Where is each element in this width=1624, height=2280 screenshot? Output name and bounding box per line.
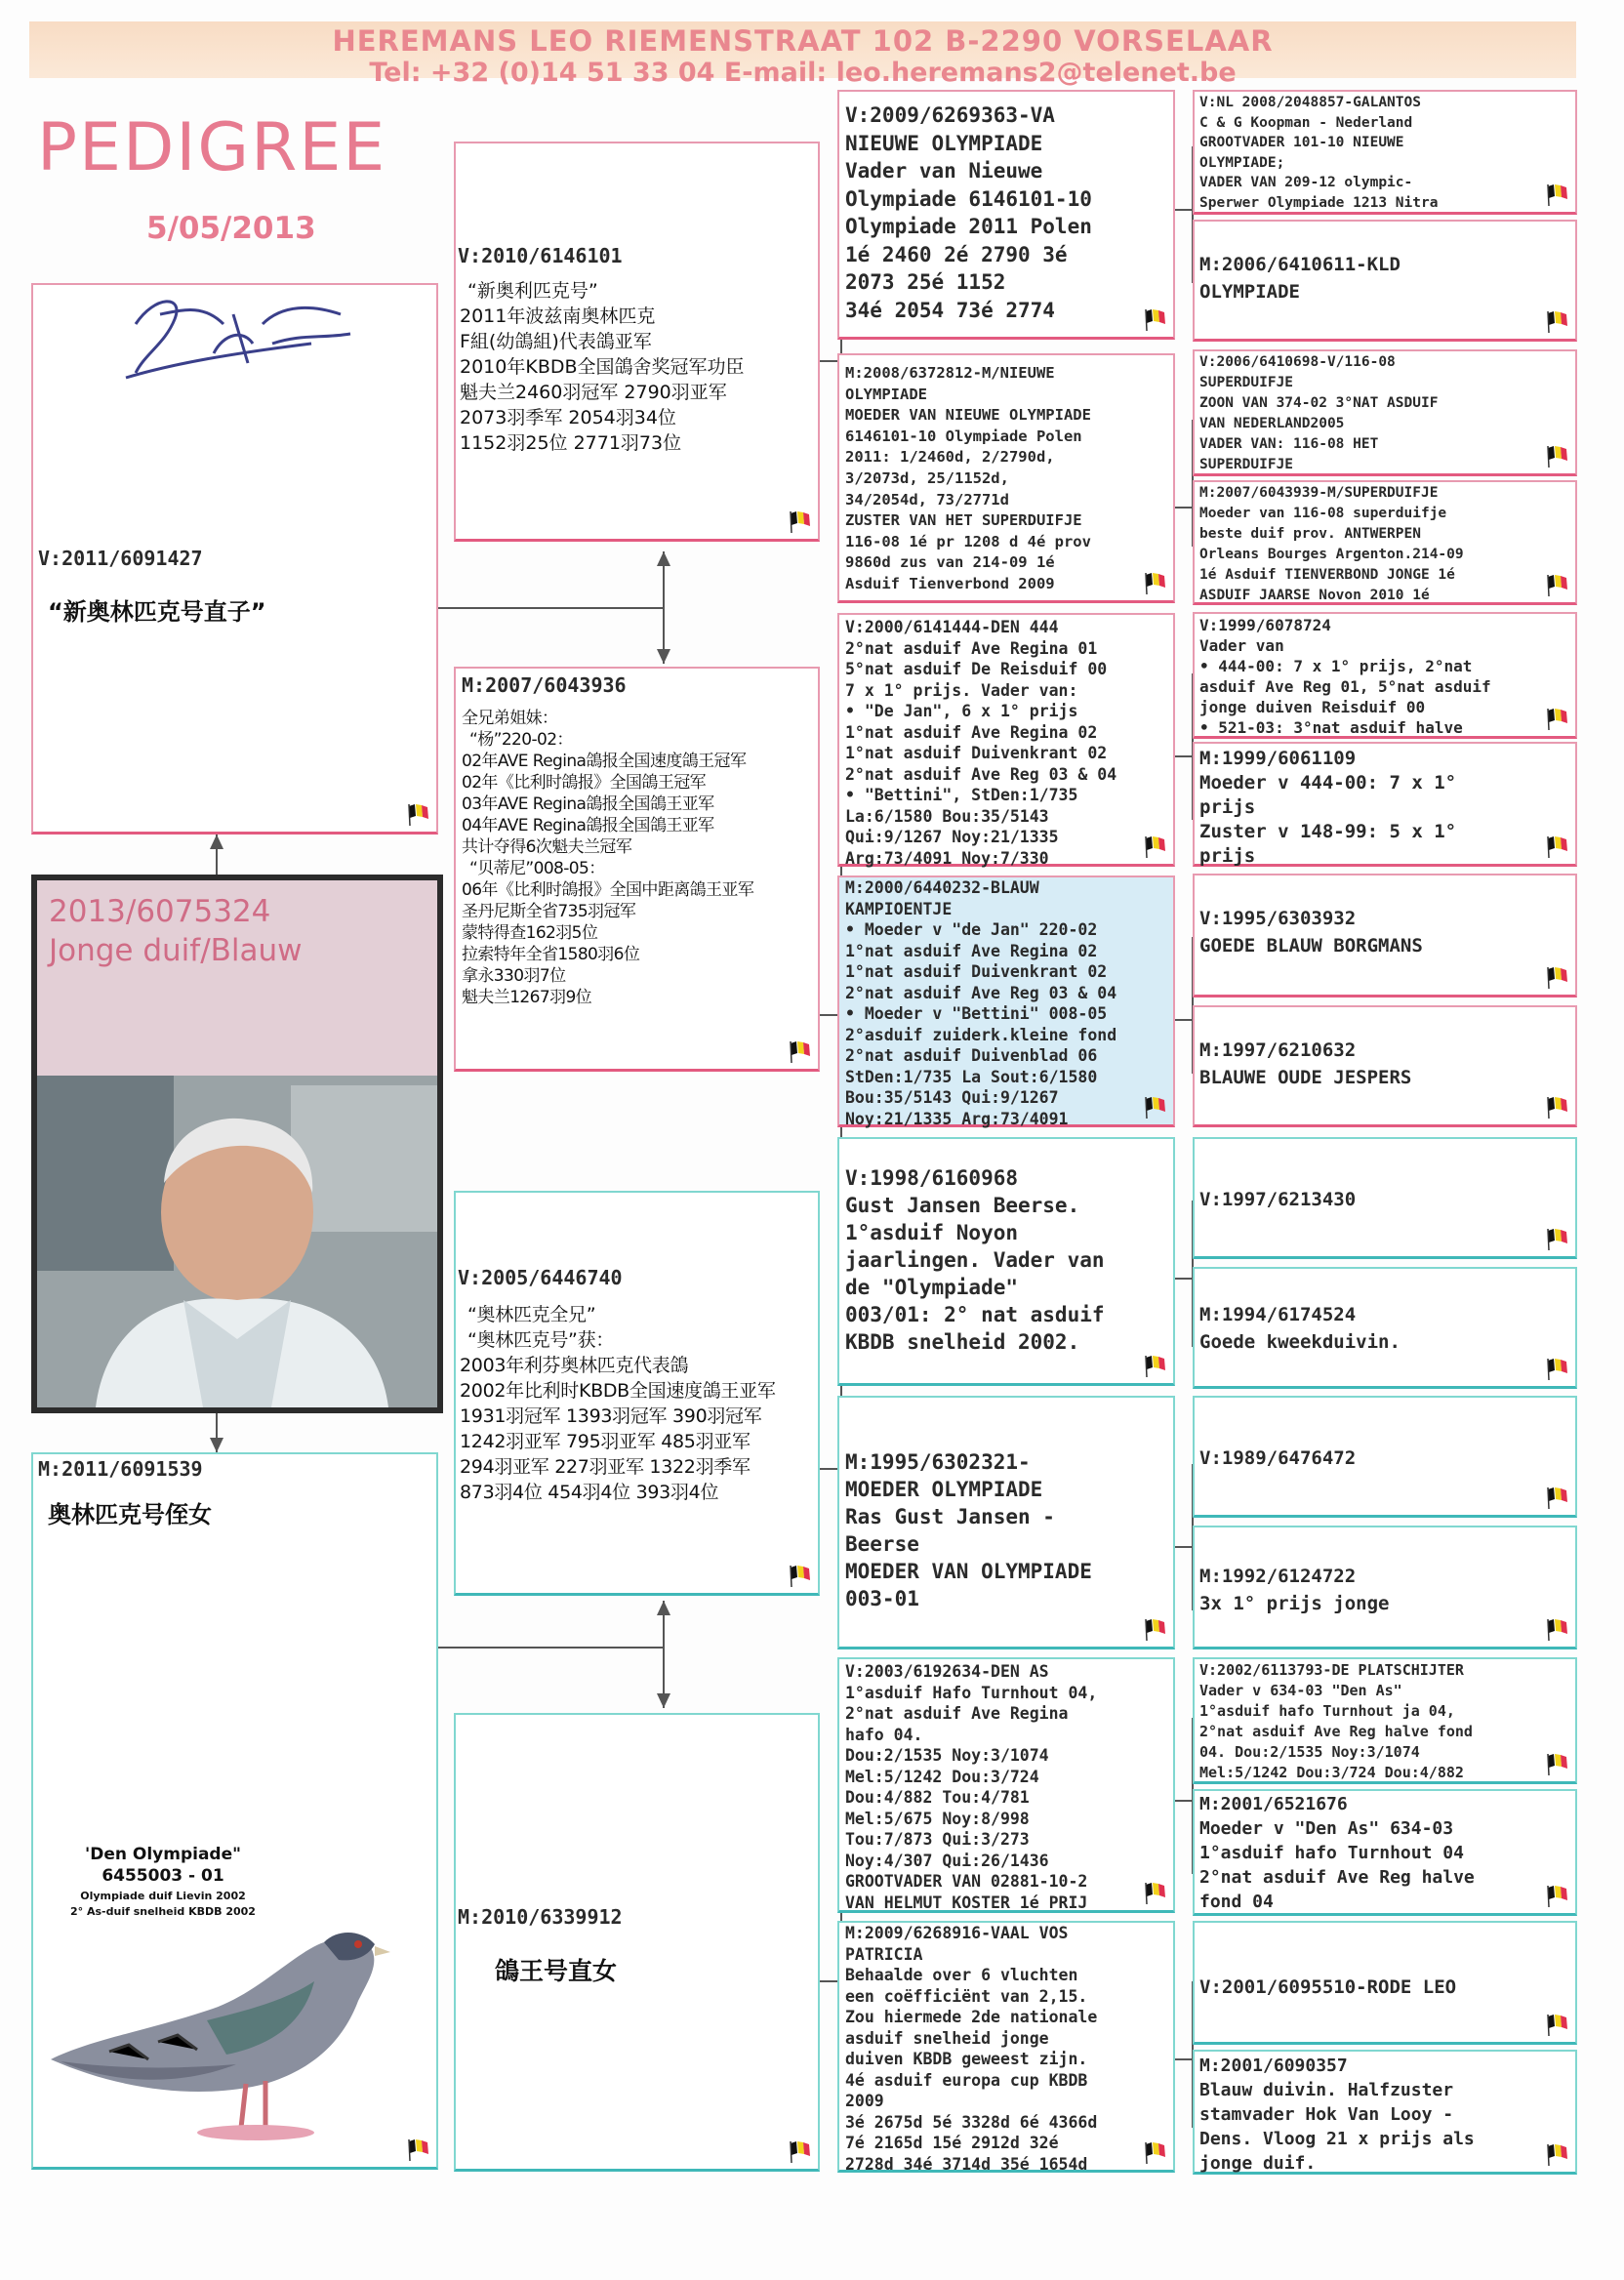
gen2-box-3 <box>454 1191 820 1596</box>
flag-icon <box>1546 1752 1569 1777</box>
flag-icon <box>1144 307 1167 333</box>
photo-ring-number: 2013/6075324 <box>49 894 271 929</box>
gen2-2-notes: 全兄弟姐妹： “杨”220-02： 02年AVE Regina鴿报全国速度鴿王冠军 02年《比利时鴿报》全国鴿王冠军 03年AVE Regina鴿报全国鴿王亚军 04年AVE Regina鴿报全国鴿王亚军 共计夺得6次魁夫兰冠军 “贝蒂尼”008-05： 06年《比利时鴿报》全国中距离鴿王亚军 圣丹尼斯全省735羽冠军 蒙特得查162羽5位 拉索特年全省1580羽6位 拿永330羽7位 魁夫兰1267羽9位 <box>462 709 754 1007</box>
sire-box <box>31 283 438 835</box>
flag-icon <box>1546 573 1569 598</box>
gen3-box-8 <box>837 1921 1175 2173</box>
gen3-6-text: M:1995/6302321- MOEDER OLYMPIADE Ras Gust Jansen - Beerse MOEDER VAN OLYMPIADE 003-01 <box>845 1450 1092 1610</box>
gen4-box-16 <box>1193 2050 1577 2175</box>
gen4-box-2 <box>1193 220 1577 342</box>
gen3-box-4 <box>837 875 1175 1127</box>
gen3-box-1 <box>837 90 1175 340</box>
gen4-box-13 <box>1193 1657 1577 1784</box>
gen3-7-text: V:2003/6192634-DEN AS 1°asduif Hafo Turnhout 04, 2°nat asduif Ave Regina hafo 04. Dou:2/1535 Noy:3/1074 Mel:5/1242 Dou:3/724 Dou:4/882 Tou:4/781 Mel:5/675 Noy:8/998 Tou:7/873 Qui:3/273 Noy:4/307 Qui:26/1436 GROOTVADER VAN 02881-10-2 VAN HELMUT KOSTER 1é PRIJ <box>845 1662 1098 1912</box>
page-title: PEDIGREE <box>37 109 387 186</box>
gen3-box-6 <box>837 1396 1175 1649</box>
gen2-1-ring: V:2010/6146101 <box>458 244 623 267</box>
gen4-9-text: V:1997/6213430 <box>1199 1189 1357 1210</box>
gen3-box-7 <box>837 1657 1175 1913</box>
gen3-box-3 <box>837 613 1175 867</box>
gen3-1-text: V:2009/6269363-VA NIEUWE OLYMPIADE Vader van Nieuwe Olympiade 6146101-10 Olympiade 2011 Polen 1é 2460 2é 2790 3é 2073 25é 1152 34é 2054 73é 2774 <box>845 103 1092 322</box>
gen4-box-14 <box>1193 1789 1577 1916</box>
gen4-11-text: V:1989/6476472 <box>1199 1447 1357 1469</box>
flag-icon <box>789 1039 812 1065</box>
flag-icon <box>1144 1095 1167 1120</box>
gen3-4-text: M:2000/6440232-BLAUW KAMPIOENTJE • Moeder v "de Jan" 220-02 1°nat asduif Ave Regina 02 1°nat asduif Duivenkrant 02 2°nat asduif Ave Reg 03 & 04 • Moeder v "Bettini" 008-05 2°asduif zuiderk.kleine fond 2°nat asduif Duivenblad 06 StDen:1/735 La Sout:6/1580 Bou:35/5143 Qui:9/1267 Noy:21/1335 Arg:73/4091 <box>845 878 1117 1128</box>
gen4-2-text: M:2006/6410611-KLD OLYMPIADE <box>1199 254 1401 303</box>
pigeon-caption-line1: Olympiade duif Lievin 2002 <box>80 1890 246 1902</box>
gen3-5-text: V:1998/6160968 Gust Jansen Beerse. 1°asduif Noyon jaarlingen. Vader van de "Olympiade" 003/01: 2° nat asduif KBDB snelheid 2002. <box>845 1166 1105 1354</box>
gen4-box-15 <box>1193 1921 1577 2045</box>
gen4-box-3 <box>1193 349 1577 476</box>
pigeon-caption-ring: 6455003 - 01 <box>102 1866 224 1886</box>
gen2-3-ring: V:2005/6446740 <box>458 1266 623 1289</box>
gen3-box-5 <box>837 1137 1175 1386</box>
gen3-2-text: M:2008/6372812-M/NIEUWE OLYMPIADE MOEDER VAN NIEUWE OLYMPIADE 6146101-10 Olympiade Polen 2011: 1/2460d, 2/2790d, 3/2073d, 25/1152d, 34/2054d, 73/2771d ZUSTER VAN HET SUPERDUIFJE 116-08 1é pr 1208 d 4é prov 9860d zus van 214-09 1é Asduif Tienverbond 2009 <box>845 364 1091 592</box>
gen4-15-text: V:2001/6095510-RODE LEO <box>1199 1976 1457 1998</box>
flag-icon <box>1546 965 1569 991</box>
header-contact: Tel: +32 (0)14 51 33 04 E-mail: leo.heremans2@telenet.be <box>369 58 1237 88</box>
gen2-1-notes: “新奥利匹克号” 2011年波兹南奥林匹克 F組(幼鴿組)代表鴿亚军 2010年KBDB全国鴿舍奖冠军功臣 魁夫兰2460羽冠军 2790羽亚军 2073羽季军 2054羽34位 1152羽25位 2771羽73位 <box>460 280 745 454</box>
flag-icon <box>1546 1617 1569 1643</box>
sire-ring: V:2011/6091427 <box>38 547 203 570</box>
flag-icon <box>1144 1354 1167 1379</box>
gen4-10-text: M:1994/6174524 Goede kweekduivin. <box>1199 1304 1401 1353</box>
flag-icon <box>789 2139 812 2165</box>
gen4-box-8 <box>1193 1005 1577 1127</box>
photo-description: Jonge duif/Blauw <box>49 933 303 968</box>
gen4-13-text: V:2002/6113793-DE PLATSCHIJTER Vader v 634-03 "Den As" 1°asduif hafo Turnhout ja 04, 2°nat asduif Ave Reg halve fond 04. Dou:2/1535 Noy:3/1074 Mel:5/1242 Dou:3/724 Dou:4/882 <box>1199 1661 1473 1781</box>
flag-icon <box>1546 1486 1569 1511</box>
gen4-box-7 <box>1193 874 1577 998</box>
flag-icon <box>1546 2142 1569 2168</box>
gen2-3-notes: “奥林匹克全兄” “奥林匹克号”获： 2003年利芬奥林匹克代表鴿 2002年比利时KBDB全国速度鴿王亚军 1931羽冠军 1393羽冠军 390羽冠军 1242羽亚军 795羽亚军 485羽亚军 294羽亚军 227羽亚军 1322羽季军 873羽4位 454羽4位 393羽4位 <box>460 1304 776 1503</box>
gen4-box-9 <box>1193 1137 1577 1259</box>
flag-icon <box>1144 1881 1167 1906</box>
gen2-2-ring: M:2007/6043936 <box>462 673 627 697</box>
gen4-12-text: M:1992/6124722 3x 1° prijs jonge <box>1199 1566 1390 1614</box>
pigeon-caption-line2: 2° As-duif snelheid KBDB 2002 <box>70 1905 256 1918</box>
gen4-box-10 <box>1193 1267 1577 1389</box>
flag-icon <box>1546 1884 1569 1909</box>
gen4-box-5 <box>1193 612 1577 739</box>
header-address: HEREMANS LEO RIEMENSTRAAT 102 B-2290 VORSELAAR <box>332 24 1274 58</box>
gen4-3-text: V:2006/6410698-V/116-08 SUPERDUIFJE ZOON VAN 374-02 3°NAT ASDUIF VAN NEDERLAND2005 VADER VAN: 116-08 HET SUPERDUIFJE <box>1199 354 1439 472</box>
gen3-8-text: M:2009/6268916-VAAL VOS PATRICIA Behaalde over 6 vluchten een coëfficiënt van 2,15. Zou hiermede 2de nationale asduif snelheid jonge duiven KBDB geweest zijn. 4é asduif europa cup KBDB 2009 3é 2675d 5é 3328d 6é 4366d 7é 2165d 15é 2912d 32é 2728d 34é 3714d 35é 1654d <box>845 1924 1098 2174</box>
gen4-16-text: M:2001/6090357 Blauw duivin. Halfzuster stamvader Hok Van Looy - Dens. Vloog 21 x prijs als jonge duif. <box>1199 2056 1475 2174</box>
pigeon-caption-name: 'Den Olympiade" <box>85 1845 241 1864</box>
flag-icon <box>1546 1227 1569 1252</box>
flag-icon <box>407 2138 430 2163</box>
flag-icon <box>1144 571 1167 596</box>
flag-icon <box>1546 444 1569 469</box>
flag-icon <box>1546 835 1569 860</box>
flag-icon <box>1144 835 1167 860</box>
gen2-box-2 <box>454 667 820 1072</box>
flag-icon <box>1546 309 1569 335</box>
flag-icon <box>1546 707 1569 732</box>
gen3-box-2 <box>837 353 1175 603</box>
pedigree-date: 5/05/2013 <box>146 211 316 246</box>
gen4-5-text: V:1999/6078724 Vader van • 444-00: 7 x 1° prijs, 2°nat asduif Ave Reg 01, 5°nat asduif jonge duiven Reisduif 00 • 521-03: 3°nat asduif halve <box>1199 616 1491 737</box>
gen2-box-4 <box>454 1713 820 2172</box>
flag-icon <box>407 802 430 828</box>
flag-icon <box>1546 1095 1569 1120</box>
gen4-box-6 <box>1193 742 1577 867</box>
gen4-14-text: M:2001/6521676 Moeder v "Den As" 634-03 1°asduif hafo Turnhout 04 2°nat asduif Ave Reg halve fond 04 <box>1199 1794 1475 1912</box>
gen2-4-notes: 鴿王号直女 <box>495 1957 618 1985</box>
gen4-box-4 <box>1193 480 1577 605</box>
gen4-7-text: V:1995/6303932 GOEDE BLAUW BORGMANS <box>1199 908 1423 957</box>
gen4-8-text: M:1997/6210632 BLAUWE OUDE JESPERS <box>1199 1039 1412 1088</box>
gen4-1-text: V:NL 2008/2048857-GALANTOS C & G Koopman - Nederland GROOTVADER 101-10 NIEUWE OLYMPIADE; VADER VAN 209-12 olympic- Sperwer Olympiade 1213 Nitra <box>1199 95 1439 211</box>
flag-icon <box>789 509 812 535</box>
dam-name: 奥林匹克号侄女 <box>48 1501 212 1528</box>
flag-icon <box>1546 2013 1569 2038</box>
sire-name: “新奥林匹克号直子” <box>48 598 266 626</box>
gen4-box-12 <box>1193 1526 1577 1649</box>
flag-icon <box>1144 1617 1167 1643</box>
flag-icon <box>1546 1357 1569 1382</box>
flag-icon <box>1546 183 1569 208</box>
gen4-4-text: M:2007/6043939-M/SUPERDUIFJE Moeder van 116-08 superduifje beste duif prov. ANTWERPEN Orleans Bourges Argenton.214-09 1é Asduif TIENVERBOND JONGE 1é ASDUIF JAARSE Novon 2010 1é <box>1199 485 1464 603</box>
flag-icon <box>789 1564 812 1589</box>
gen4-box-1 <box>1193 90 1577 215</box>
portrait-image <box>37 880 437 1407</box>
pigeon-owner-photo <box>31 875 443 1413</box>
gen4-6-text: M:1999/6061109 Moeder v 444-00: 7 x 1° prijs Zuster v 148-99: 5 x 1° prijs <box>1199 748 1457 867</box>
gen3-3-text: V:2000/6141444-DEN 444 2°nat asduif Ave Regina 01 5°nat asduif De Reisduif 00 7 x 1° prijs. Vader van: • "De Jan", 6 x 1° prijs 1°nat asduif Ave Regina 02 1°nat asduif Duivenkrant 02 2°nat asduif Ave Reg 03 & 04 • "Bettini", StDen:1/735 La:6/1580 Bou:35/5143 Qui:9/1267 Noy:21/1335 Arg:73/4091 Noy:7/330 <box>845 618 1117 868</box>
dam-ring: M:2011/6091539 <box>38 1457 203 1481</box>
gen2-box-1 <box>454 142 820 542</box>
gen2-4-ring: M:2010/6339912 <box>458 1905 623 1929</box>
signature-graphic <box>116 285 370 392</box>
gen4-box-11 <box>1193 1396 1577 1518</box>
flag-icon <box>1144 2140 1167 2166</box>
